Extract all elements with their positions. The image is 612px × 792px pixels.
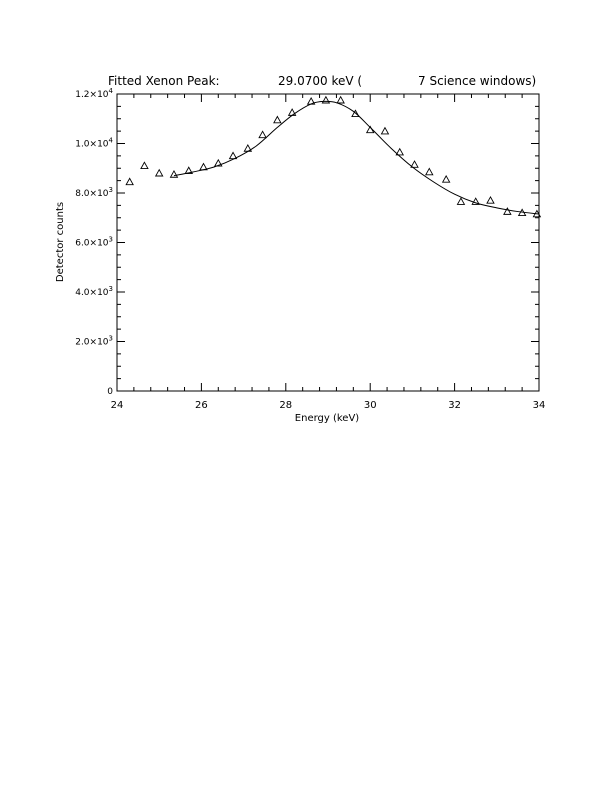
y-tick-label: $1.2\times 10^4$	[75, 87, 113, 100]
chart-title-energy: 29.0700 keV (	[278, 74, 363, 88]
x-tick-label: 30	[363, 400, 377, 411]
data-point-triangle	[259, 131, 266, 137]
x-tick-label: 28	[279, 400, 293, 411]
x-tick-label: 26	[195, 400, 208, 411]
data-point-triangle	[289, 109, 296, 115]
y-tick-label: $6.0\times 10^3$	[75, 235, 113, 249]
x-tick-label: 24	[110, 400, 124, 411]
data-point-triangle	[487, 197, 494, 203]
data-point-triangle	[141, 162, 148, 168]
data-point-triangle	[322, 97, 329, 103]
y-tick-label: $8.0\times 10^3$	[75, 186, 113, 199]
data-point-triangle	[156, 170, 163, 176]
x-axis-label: Energy (keV)	[294, 413, 360, 424]
y-tick-label: $1.0\times 10^4$	[75, 136, 113, 150]
chart-title-windows: 7 Science windows)	[418, 74, 537, 88]
x-tick-label: 34	[532, 400, 546, 411]
plot-frame	[117, 94, 539, 391]
data-points-group	[126, 97, 540, 217]
y-axis-label: Detector counts	[55, 201, 66, 283]
data-point-triangle	[443, 176, 450, 182]
data-point-triangle	[274, 116, 281, 122]
data-point-triangle	[426, 168, 433, 174]
data-point-triangle	[126, 178, 133, 184]
y-tick-label: 0	[107, 387, 113, 397]
data-point-triangle	[457, 198, 464, 204]
fit-curve-group	[174, 101, 539, 214]
data-point-triangle	[170, 171, 177, 177]
fit-curve	[174, 101, 539, 214]
chart-title-label: Fitted Xenon Peak:	[108, 74, 220, 88]
data-point-triangle	[381, 128, 388, 134]
chart-axes	[117, 94, 539, 391]
chart-ticks	[75, 87, 545, 411]
y-tick-label: $2.0\times 10^3$	[75, 334, 113, 348]
x-tick-label: 32	[448, 400, 461, 411]
y-tick-label: $4.0\times 10^3$	[75, 285, 113, 298]
data-point-triangle	[337, 97, 344, 103]
